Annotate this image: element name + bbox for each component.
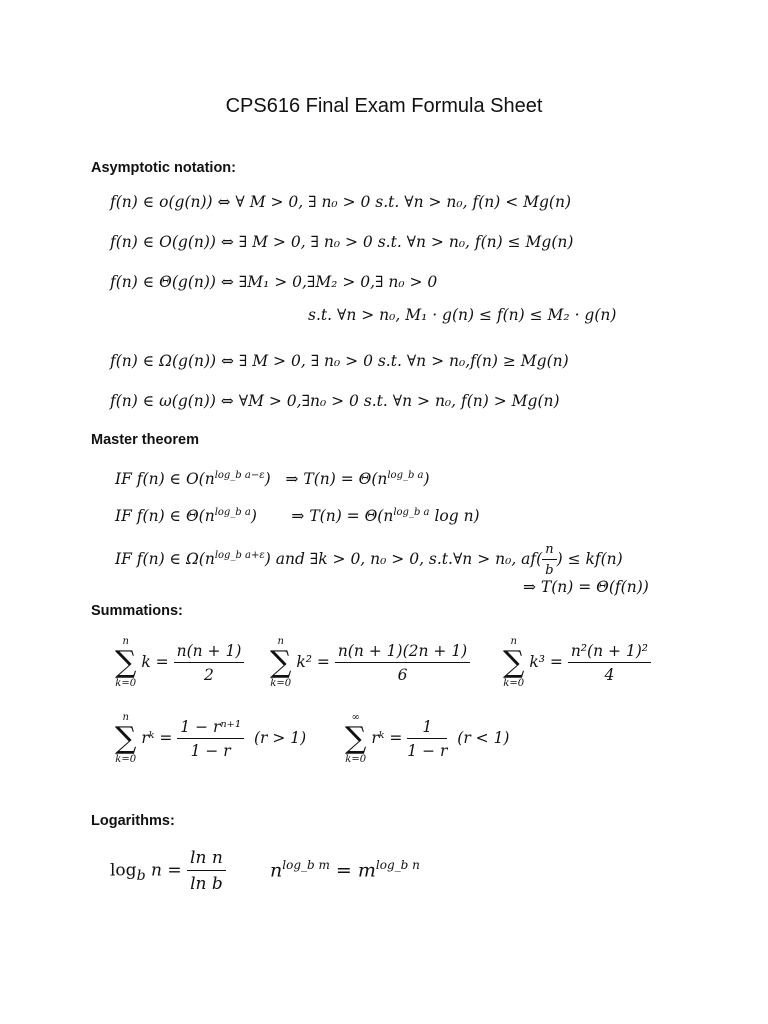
sum3-upper: n [510,636,517,647]
sum1-den: 2 [204,666,214,684]
summation-2 [270,636,470,690]
master-case3-frac-num: n [542,542,556,560]
master-case-2: IF f(n) ∈ $\Theta(n^{log\_b a})$ ⇒ $T(n) = \Theta(n^{log\_b a}$ log n) [115,507,480,526]
sum4-cond: (r > 1) [253,729,307,747]
sum4-num: 1 − rⁿ⁺¹ [177,718,244,739]
sigma-icon: ∑ [270,645,292,680]
log2-base2: m [357,859,376,882]
log1-sub: b [136,867,146,884]
asymptotic-little-omega: f(n) ∈ ω(g(n)) ⇔ ∀M > 0,∃n₀ > 0 s.t. ∀n > n₀, f(n) > Mg(n) [110,392,560,410]
sigma-icon: ∑ [115,645,137,680]
sum3-term: k³ = [529,653,563,671]
sum2-term: k² = [296,653,330,671]
sum4-lower: k=0 [115,754,137,765]
log2-exp2: log_b n [375,858,420,872]
sum5-num: 1 [407,718,447,739]
sum2-lower: k=0 [270,678,292,689]
sum3-num: n²(n + 1)² [568,642,651,663]
master-case-1: IF f(n) ∈ $O(n^{log\_b a-\varepsilon})$ ⇒ $T(n) = \Theta(n^{log\_b a})$ [115,470,430,489]
master-case2-left: IF f(n) ∈ Θ(n [115,507,215,526]
log1-num: ln n [187,848,226,871]
master-case3-exp: log_b a+ε [214,549,265,561]
sum2-den: 6 [397,666,408,684]
log1-var: n = [151,860,182,881]
log2-base: n [270,859,283,882]
log-change-of-base [110,848,226,894]
sum2-num: n(n + 1)(2n + 1) [335,642,470,663]
asymptotic-theta-line1: f(n) ∈ Θ(g(n)) ⇔ ∃M₁ > 0,∃M₂ > 0,∃ n₀ > 0 [110,273,438,291]
master-case3-result: ⇒ T(n) = Θ(f(n)) [523,578,649,596]
sigma-icon: ∑ [345,721,367,756]
sum5-lower: k=0 [345,754,367,765]
summation-5 [345,712,509,766]
sum1-upper: n [122,636,129,647]
log1-den: ln b [190,874,223,894]
sum2-upper: n [277,636,284,647]
master-case3-left: IF f(n) ∈ Ω(n [115,550,215,568]
section-heading-asymptotic: Asymptotic notation: [91,160,236,176]
master-case1-exp: log_b a−ε [214,470,265,481]
log2-exp: log_b m [282,858,330,872]
asymptotic-little-o: f(n) ∈ o(g(n)) ⇔ ∀ M > 0, ∃ n₀ > 0 s.t. ∀n > n₀, f(n) < Mg(n) [110,193,571,211]
sum4-term: rᵏ = [141,729,173,747]
section-heading-summations: Summations: [91,603,183,619]
asymptotic-big-o: f(n) ∈ O(g(n)) ⇔ ∃ M > 0, ∃ n₀ > 0 s.t. ∀n > n₀, f(n) ≤ Mg(n) [110,233,574,251]
sum1-term: k = [141,653,169,671]
asymptotic-theta-line2: s.t. ∀n > n₀, M₁ · g(n) ≤ f(n) ≤ M₂ · g(n) [308,306,617,324]
asymptotic-omega: f(n) ∈ Ω(g(n)) ⇔ ∃ M > 0, ∃ n₀ > 0 s.t. ∀n > n₀,f(n) ≥ Mg(n) [110,352,569,370]
sum5-upper: ∞ [351,712,360,723]
master-case-3: IF f(n) ∈ $\Omega(n^{log\_b a+\varepsilon})$ and ∃k > 0, n₀ > 0, s.t.∀n > n₀, af( $\frac{n}{b}$ ) ≤ kf(n) [115,542,623,578]
master-case3-mid: and ∃k > 0, n₀ > 0, s.t.∀n > n₀, af [275,550,537,568]
sum5-cond: (r < 1) [457,729,510,747]
sum3-lower: k=0 [503,678,525,689]
master-case1-right-exp: log_b a [387,470,424,481]
master-case2-right: ⇒ T(n) = Θ(n [291,507,394,526]
sigma-icon: ∑ [115,721,137,756]
summation-1 [115,636,244,690]
page-title: CPS616 Final Exam Formula Sheet [225,95,543,117]
sum5-term: rᵏ = [371,729,403,747]
sum3-den: 4 [604,666,615,684]
log1-left: log [110,860,137,881]
section-heading-master: Master theorem [91,432,199,448]
sum4-den: 1 − r [190,742,231,760]
master-case1-left: IF f(n) ∈ O(n [115,470,215,489]
sum4-upper: n [122,712,129,723]
master-case3-tail: ≤ kf(n) [567,550,623,568]
master-case3-frac-den: b [545,563,554,578]
summation-4 [115,712,306,766]
master-case1-right: ⇒ T(n) = Θ(n [285,470,388,489]
summation-3 [503,636,651,690]
master-case2-tail: log n) [434,507,480,526]
sum1-num: n(n + 1) [174,642,245,663]
sum5-den: 1 − r [407,742,448,760]
master-case2-exp: log_b a [214,507,251,518]
log-power-identity [270,858,420,881]
sum1-lower: k=0 [115,678,137,689]
master-case2-right-exp: log_b a [393,507,430,518]
section-heading-logarithms: Logarithms: [91,813,175,829]
log2-eq: = [335,859,352,882]
sigma-icon: ∑ [503,645,525,680]
